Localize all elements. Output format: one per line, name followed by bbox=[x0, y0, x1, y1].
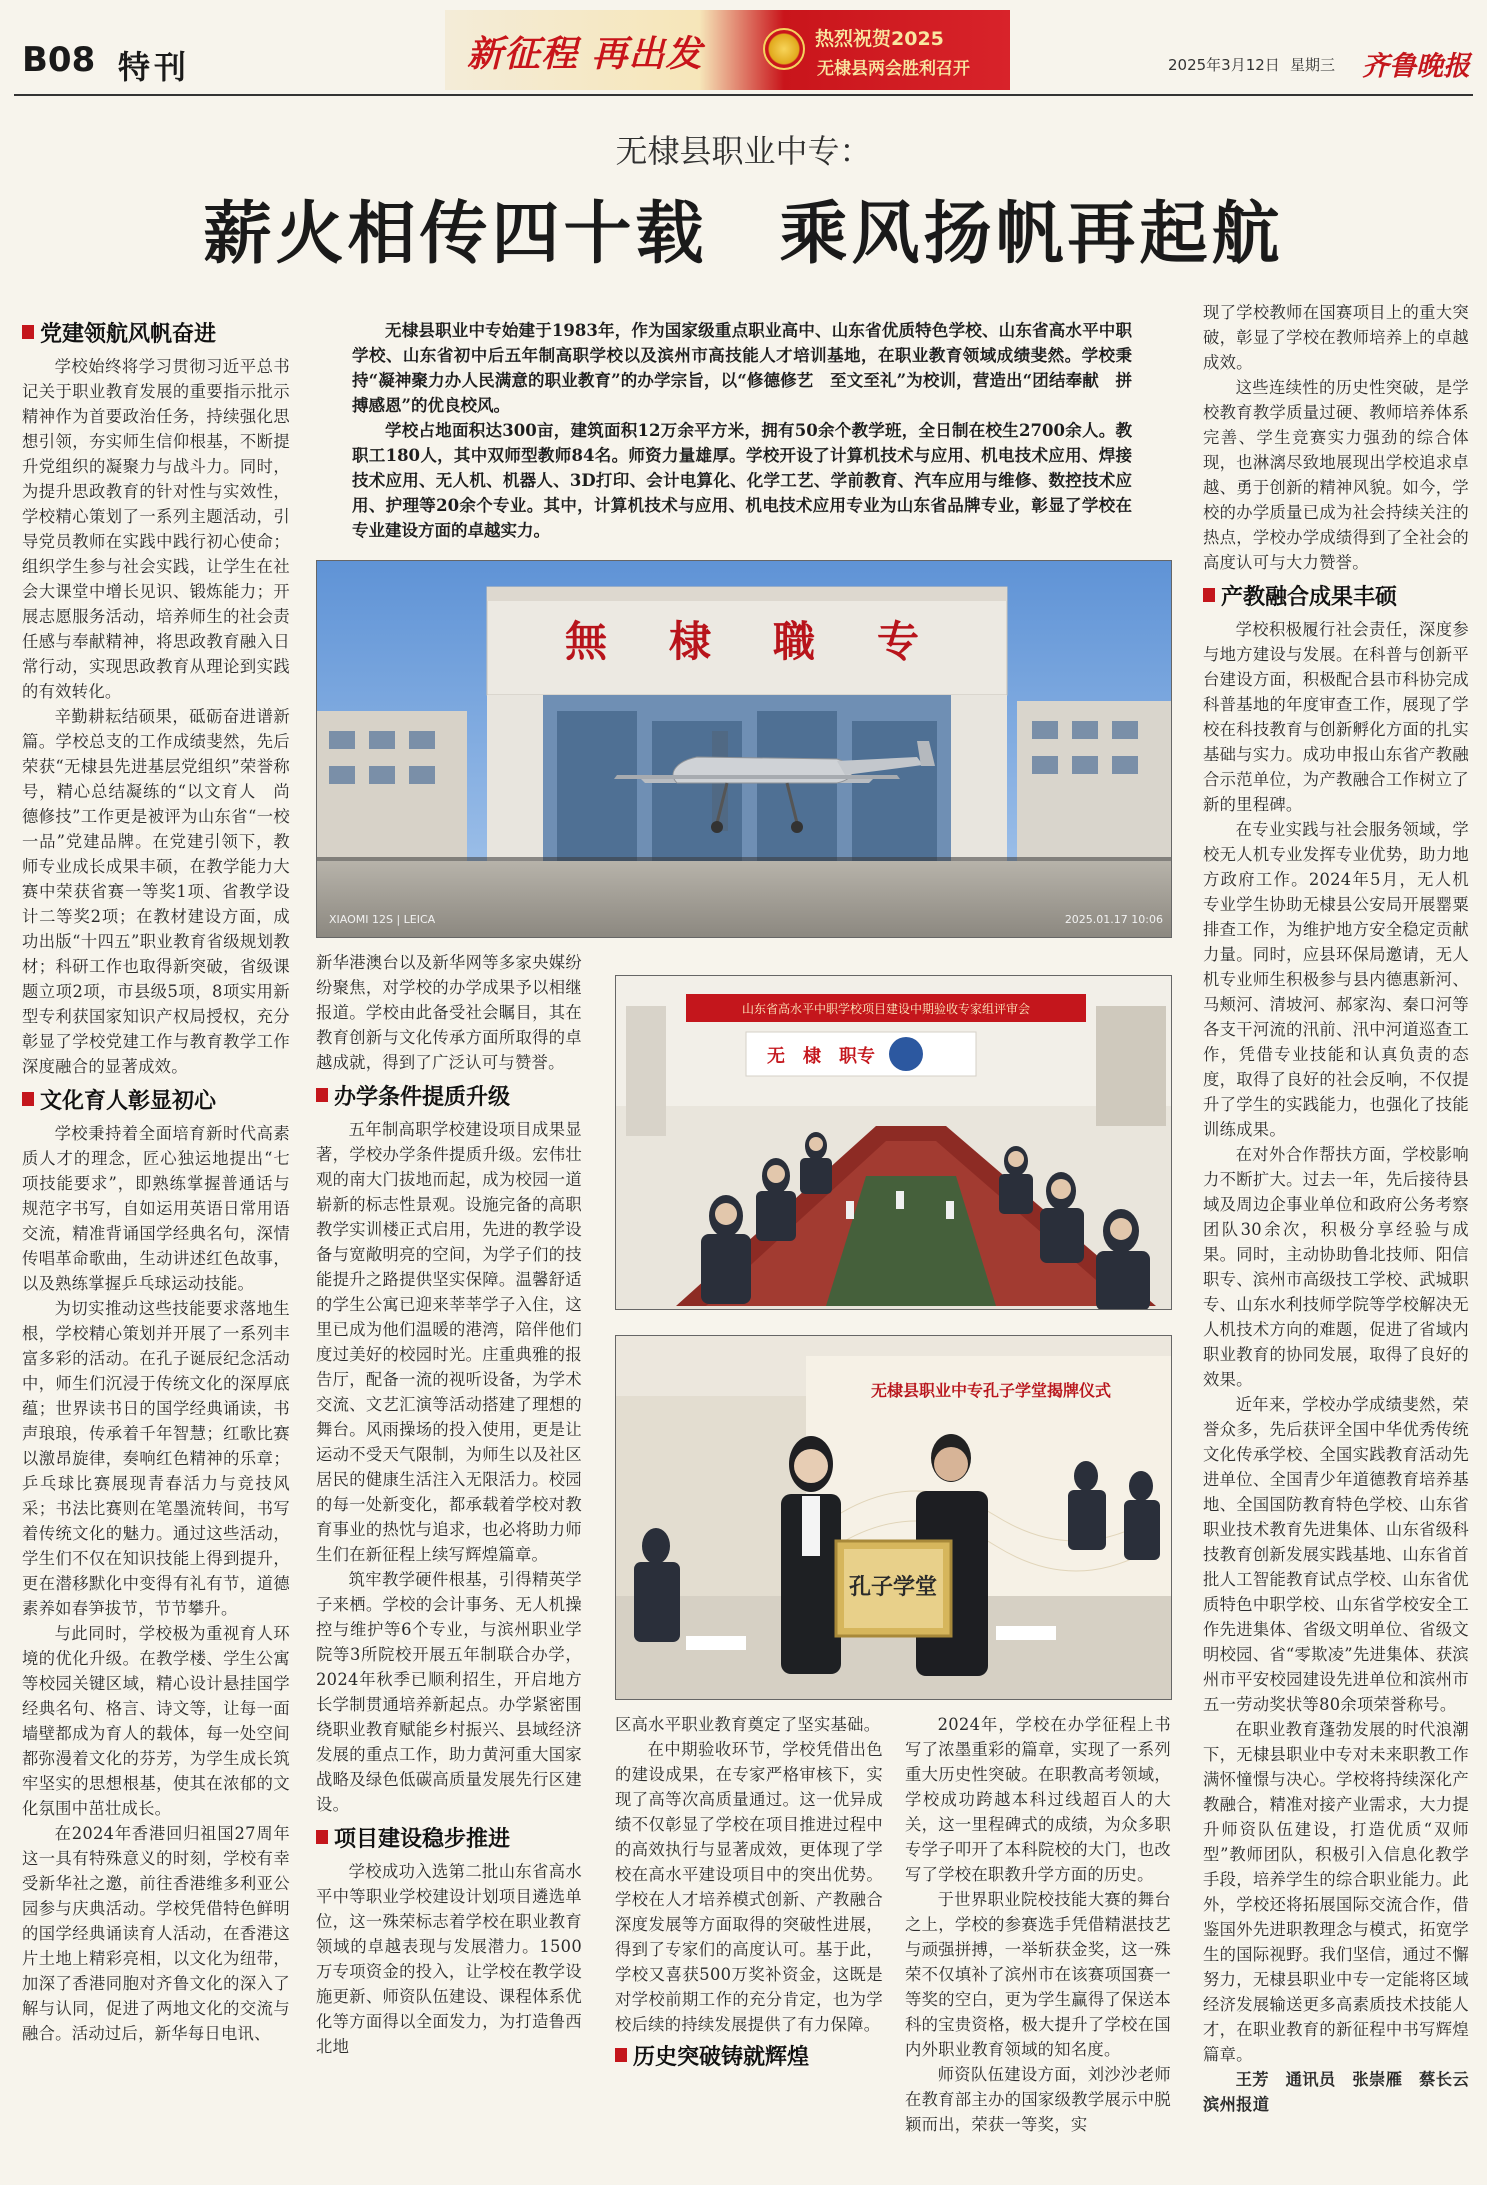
column-4 bbox=[905, 1712, 1171, 2137]
paragraph: 于世界职业院校技能大赛的舞台之上，学校的参赛选手凭借精湛技艺与顽强拼搏，一举斩获金奖，这一殊荣不仅填补了滨州市在该赛项国赛一等奖的空白，更为学生赢得了保送本科的宝贵资格，极大提升了学校在国内外职业教育领域的知名度。 bbox=[905, 1890, 1171, 2059]
paragraph: 辛勤耕耘结硕果，砥砺奋进谱新篇。学校总支的工作成绩斐然，先后荣获“无棣县先进基层党组织”荣誉称号，精心总结凝练的“以文育人 尚德修技”工作更是被评为山东省“一校一品”党建品牌。在党建引领下，教师专业成长成果丰硕，在教学能力大赛中荣获省赛一等奖1项、省教学设计二等奖2项；在教材建设方面，成功出版“十四五”职业教育省级规划教材；科研工作也取得新突破，省级课题立项2项，市县级5项，8项实用新型专利获国家知识产权局授权，充分彰显了学校党建工作与教育教学工作深度融合的显著成效。 bbox=[22, 707, 290, 1076]
col1-body-1 bbox=[22, 354, 290, 1079]
page-code: B08 bbox=[22, 40, 96, 80]
section-name: 特刊 bbox=[118, 48, 191, 86]
emblem-icon bbox=[763, 28, 805, 70]
section-heading-1: 党建领航风帆奋进 bbox=[22, 316, 290, 348]
paragraph: 近年来，学校办学成绩斐然，荣誉众多，先后获评全国中华优秀传统文化传承学校、全国实践教育活动先进单位、全国青少年道德教育培养基地、全国国防教育特色学校、山东省职业技术教育先进集体、山东省级科技教育创新发展实践基地、山东省首批人工智能教育试点学校、山东省优质特色中职学校、山东省学校安全工作先进集体、省级文明单位、省级文明校园、省“零欺凌”先进集体、获滨州市平安校园建设先进单位和滨州市五一劳动奖状等80余项荣誉称号。 bbox=[1203, 1395, 1469, 1714]
bullet-square-icon bbox=[615, 2048, 627, 2062]
paragraph: 师资队伍建设方面，刘沙沙老师在教育部主办的国家级教学展示中脱颖而出，荣获一等奖，实 bbox=[905, 2065, 1171, 2134]
paragraph: 这些连续性的历史性突破，是学校教育教学质量过硬、教师培养体系完善、学生竞赛实力强劲的综合体现，也淋漓尽致地展现出学校追求卓越、勇于创新的精神风貌。如今，学校的办学质量已成为社会持续关注的热点，学校办学成绩得到了全社会的高度认可与大力赞誉。 bbox=[1203, 378, 1469, 572]
paragraph: 现了学校教师在国赛项目上的重大突破，彰显了学校在教师培养上的卓越成效。 bbox=[1203, 303, 1469, 372]
issue-weekday: 星期三 bbox=[1290, 56, 1336, 74]
column-5 bbox=[1203, 300, 1486, 2117]
woman-figure bbox=[781, 1436, 841, 1674]
camera-watermark: XIAOMI 12S | LEICA bbox=[329, 913, 436, 926]
timestamp-watermark: 2025.01.17 10:06 bbox=[1064, 913, 1163, 926]
ceremony-backdrop: 无棣县职业中专孔子学堂揭牌仪式 bbox=[870, 1381, 1112, 1400]
paragraph: 在对外合作帮扶方面，学校影响力不断扩大。过去一年，先后接待县域及周边企事业单位和政府公务考察团队30余次，积极分享经验与成果。同时，主动协助鲁北技师、阳信职专、滨州市高级技工学校、武城职专、山东水利技师学院等学校解决无人机技术方向的难题，促进了省域内职业教育的协同发展，取得了良好的效果。 bbox=[1203, 1145, 1469, 1389]
paper-logo: 齐鲁晚报 bbox=[1362, 51, 1470, 82]
meeting-banner: 山东省高水平中职学校项目建设中期验收专家组评审会 bbox=[741, 1002, 1031, 1016]
col2-body-3 bbox=[316, 1117, 582, 1817]
photo-meeting bbox=[615, 975, 1172, 1310]
paragraph: 2024年，学校在办学征程上书写了浓墨重彩的篇章，实现了一系列重大历史性突破。在职教高考领域，学校成功跨越本科过线超百人的大关，这一里程碑式的成绩，为众多职专学子叩开了本科院校的大门，也改写了学校在职教升学方面的历史。 bbox=[905, 1715, 1171, 1884]
col5-body-2 bbox=[1203, 617, 1469, 2067]
photo-school-gate bbox=[316, 560, 1172, 938]
banner bbox=[445, 10, 1010, 90]
bullet-square-icon bbox=[22, 1092, 34, 1106]
paragraph: 在2024年香港回归祖国27周年这一具有特殊意义的时刻，学校有幸受新华社之邀，前往香港维多利亚公园参与庆典活动。学校凭借特色鲜明的国学经典诵读育人活动，在香港这片土地上精彩亮相，以文化为纽带，加深了香港同胞对齐鲁文化的深入了解与认同，促进了两地文化的交流与融合。活动过后，新华每日电讯、 bbox=[22, 1824, 290, 2043]
bullet-square-icon bbox=[316, 1088, 328, 1102]
plaque-text: 孔子学堂 bbox=[848, 1574, 938, 1600]
paragraph: 学校积极履行社会责任，深度参与地方建设与发展。在科普与创新平台建设方面，积极配合县市科协完成科普基地的年度审查工作，展现了学校在科技教育与创新孵化方面的扎实基础与实力。成功申报山东省产教融合示范单位，为产教融合工作树立了新的里程碑。 bbox=[1203, 620, 1469, 814]
column-2 bbox=[316, 950, 582, 2059]
col3-body bbox=[615, 1712, 883, 2037]
section-heading-3: 办学条件提质升级 bbox=[316, 1079, 582, 1111]
column-1 bbox=[22, 316, 290, 2046]
col5-body-1 bbox=[1203, 300, 1469, 575]
col2-body-0 bbox=[316, 950, 582, 1075]
page-header bbox=[0, 0, 1487, 96]
col4-body bbox=[905, 1712, 1171, 2137]
byline: 王芳 通讯员 张崇雁 蔡长云 滨州报道 bbox=[1203, 2070, 1486, 2114]
col2-body-4 bbox=[316, 1859, 582, 2059]
banner-line1: 热烈祝贺2025 bbox=[815, 28, 944, 50]
meeting-sign: 无 棣 职专 bbox=[767, 1046, 875, 1067]
photo-award bbox=[615, 1335, 1172, 1700]
paragraph: 筑牢教学硬件根基，引得精英学子来栖。学校的会计事务、无人机操控与维护等6个专业，与滨州职业学院等3所院校开展五年制联合办学，2024年秋季已顺利招生，开启地方长学制贯通培养新起点。办学紧密围绕职业教育赋能乡村振兴、县域经济发展的重点工作，助力黄河重大国家战略及绿色低碳高质量发展先行区建设。 bbox=[316, 1570, 582, 1814]
bullet-square-icon bbox=[1203, 588, 1215, 602]
paragraph: 与此同时，学校极为重视育人环境的优化升级。在教学楼、学生公寓等校园关键区域，精心设计悬挂国学经典名句、格言、诗文等，让每一面墙壁都成为育人的载体，每一处空间都弥漫着文化的芬芳，为学生成长筑牢坚实的思想根基，使其在浓郁的文化氛围中茁壮成长。 bbox=[22, 1624, 290, 1818]
intro-paragraph: 学校占地面积达300亩，建筑面积12万余平方米，拥有50余个教学班，全日制在校生2700余人。教职工180人，其中双师型教师84名。师资力量雄厚。学校开设了计算机技术与应用、机电技术应用、焊接技术应用、无人机、机器人、3D打印、会计电算化、化学工艺、学前教育、汽车应用与维修、数控技术应用、护理等20余个专业。其中，计算机技术与应用、机电技术应用专业为山东省品牌专业，彰显了学校在专业建设方面的卓越实力。 bbox=[352, 421, 1132, 540]
bullet-square-icon bbox=[316, 1830, 328, 1844]
article-kicker: 无棣县职业中专： bbox=[615, 132, 872, 170]
article-title: 薪火相传四十载 乘风扬帆再起航 bbox=[203, 194, 1284, 274]
paragraph: 五年制高职学校建设项目成果显著，学校办学条件提质升级。宏伟壮观的南大门拔地而起，成为校园一道崭新的标志性景观。设施完备的高职教学实训楼正式启用，先进的教学设备与宽敞明亮的空间，为学子们的技能提升之路提供坚实保障。温馨舒适的学生公寓已迎来莘莘学子入住，这里已成为他们温暖的港湾，陪伴他们度过美好的校园时光。庄重典雅的报告厅，配备一流的视听设备，为学术交流、文艺汇演等活动搭建了理想的舞台。风雨操场的投入使用，更是让运动不受天气限制，为师生以及社区居民的健康生活注入无限活力。校园的每一处新变化，都承载着学校对教育事业的热忱与追求，也必将助力师生们在新征程上续写辉煌篇章。 bbox=[316, 1120, 582, 1564]
paragraph: 学校成功入选第二批山东省高水平中等职业学校建设计划项目遴选单位，这一殊荣标志着学校在职业教育领域的卓越表现与发展潜力。1500万专项资金的投入，让学校在教学设施更新、师资队伍建设、课程体系优化等方面得以全面发力，为打造鲁西北地 bbox=[316, 1862, 582, 2056]
paragraph: 学校秉持着全面培育新时代高素质人才的理念，匠心独运地提出“七项技能要求”，即熟练掌握普通话与规范字书写，自如运用英语日常用语交流，精准背诵国学经典名句，深情传唱革命歌曲，生动讲述红色故事，以及熟练掌握乒乓球运动技能。 bbox=[22, 1124, 290, 1293]
paragraph: 在职业教育蓬勃发展的时代浪潮下，无棣县职业中专对未来职教工作满怀憧憬与决心。学校将持续深化产教融合，精准对接产业需求，大力提升师资队伍建设，打造优质“双师型”教师团队，积极引入信息化教学手段，培养学生的综合职业能力。此外，学校还将拓展国际交流合作，借鉴国外先进职教理念与模式，拓宽学生的国际视野。我们坚信，通过不懈努力，无棣县职业中专一定能将区域经济发展输送更多高素质技术技能人才，在职业教育的新征程中书写辉煌篇章。 bbox=[1203, 1720, 1469, 2064]
intro-paragraph: 无棣县职业中专始建于1983年，作为国家级重点职业高中、山东省优质特色学校、山东省高水平中职学校、山东省初中后五年制高职学校以及滨州市高技能人才培训基地，在职业教育领域成绩斐然。学校秉持“凝神聚力办人民满意的职业教育”的办学宗旨，以“修德修艺 至文至礼”为校训，营造出“团结奉献 拼搏感恩”的优良校风。 bbox=[352, 321, 1132, 415]
banner-main: 新征程 再出发 bbox=[467, 34, 703, 75]
section-heading-2: 文化育人彰显初心 bbox=[22, 1083, 290, 1115]
meeting-illustration bbox=[616, 976, 1172, 1310]
column-3 bbox=[615, 1712, 883, 2071]
section-heading-4: 项目建设稳步推进 bbox=[316, 1821, 582, 1853]
gate-sign: 無 棣 職 专 bbox=[564, 617, 930, 666]
paragraph: 新华港澳台以及新华网等多家央媒纷纷聚焦，对学校的办学成果予以相继报道。学校由此备受社会瞩目，其在教育创新与文化传承方面所取得的卓越成就，得到了广泛认可与赞誉。 bbox=[316, 953, 582, 1072]
school-gate-illustration bbox=[317, 561, 1172, 938]
paragraph: 区高水平职业教育奠定了坚实基础。 bbox=[615, 1715, 881, 1734]
award-illustration bbox=[616, 1336, 1172, 1700]
paragraph: 在中期验收环节，学校凭借出色的建设成果，在专家严格审核下，实现了高等次高质量通过。这一优异成绩不仅彰显了学校在项目推进过程中的高效执行与显著成效，更体现了学校在高水平建设项目中的突出优势。学校在人才培养模式创新、产教融合深度发展等方面取得的突破性进展，得到了专家们的高度认可。基于此，学校又喜获500万奖补资金，这既是对学校前期工作的充分肯定，也为学校后续的持续发展提供了有力保障。 bbox=[615, 1740, 883, 2034]
paragraph: 学校始终将学习贯彻习近平总书记关于职业教育发展的重要指示批示精神作为首要政治任务，持续强化思想引领，夯实师生信仰根基，不断提升党组织的凝聚力与战斗力。同时，为提升思政教育的针对性与实效性，学校精心策划了一系列主题活动，引导党员教师在实践中践行初心使命；组织学生参与社会实践，让学生在社会大课堂中增长见识、锻炼能力；开展志愿服务活动，培养师生的社会责任感与奉献精神，将思政教育融入日常行动，实现思政教育从理论到实践的有效转化。 bbox=[22, 357, 290, 701]
paragraph: 为切实推动这些技能要求落地生根，学校精心策划并开展了一系列丰富多彩的活动。在孔子诞辰纪念活动中，师生们沉浸于传统文化的深厚底蕴；世界读书日的国学经典诵读，书声琅琅，传承着千年智慧；红歌比赛以激昂旋律，奏响红色精神的乐章；乒乓球比赛展现青春活力与竞技风采；书法比赛则在笔墨流转间，书写着传统文化的魅力。通过这些活动，学生们不仅在知识技能上得到提升，更在潜移默化中变得有礼有节，道德素养如春笋拔节，节节攀升。 bbox=[22, 1299, 290, 1618]
article-intro bbox=[352, 318, 1132, 543]
col1-body-2 bbox=[22, 1121, 290, 2046]
issue-date: 2025年3月12日 bbox=[1168, 56, 1280, 74]
bullet-square-icon bbox=[22, 325, 34, 339]
banner-line2: 无棣县两会胜利召开 bbox=[817, 59, 970, 79]
section-heading-6: 产教融合成果丰硕 bbox=[1203, 579, 1469, 611]
paragraph: 在专业实践与社会服务领域，学校无人机专业发挥专业优势，助力地方政府工作。2024年5月，无人机专业学生协助无棣县公安局开展罂粟排查工作，为维护地方安全稳定贡献力量。同时，应县环保局邀请，无人机专业师生积极参与县内德惠新河、马颊河、清坡河、郝家沟、秦口河等各支干河流的汛前、汛中河道巡查工作，凭借专业技能和认真负责的态度，取得了良好的社会反响，不仅提升了学生的实践能力，也强化了技能训练成果。 bbox=[1203, 820, 1469, 1139]
header-rule bbox=[14, 94, 1473, 96]
section-heading-5: 历史突破铸就辉煌 bbox=[615, 2039, 883, 2071]
school-emblem-icon bbox=[889, 1037, 923, 1071]
